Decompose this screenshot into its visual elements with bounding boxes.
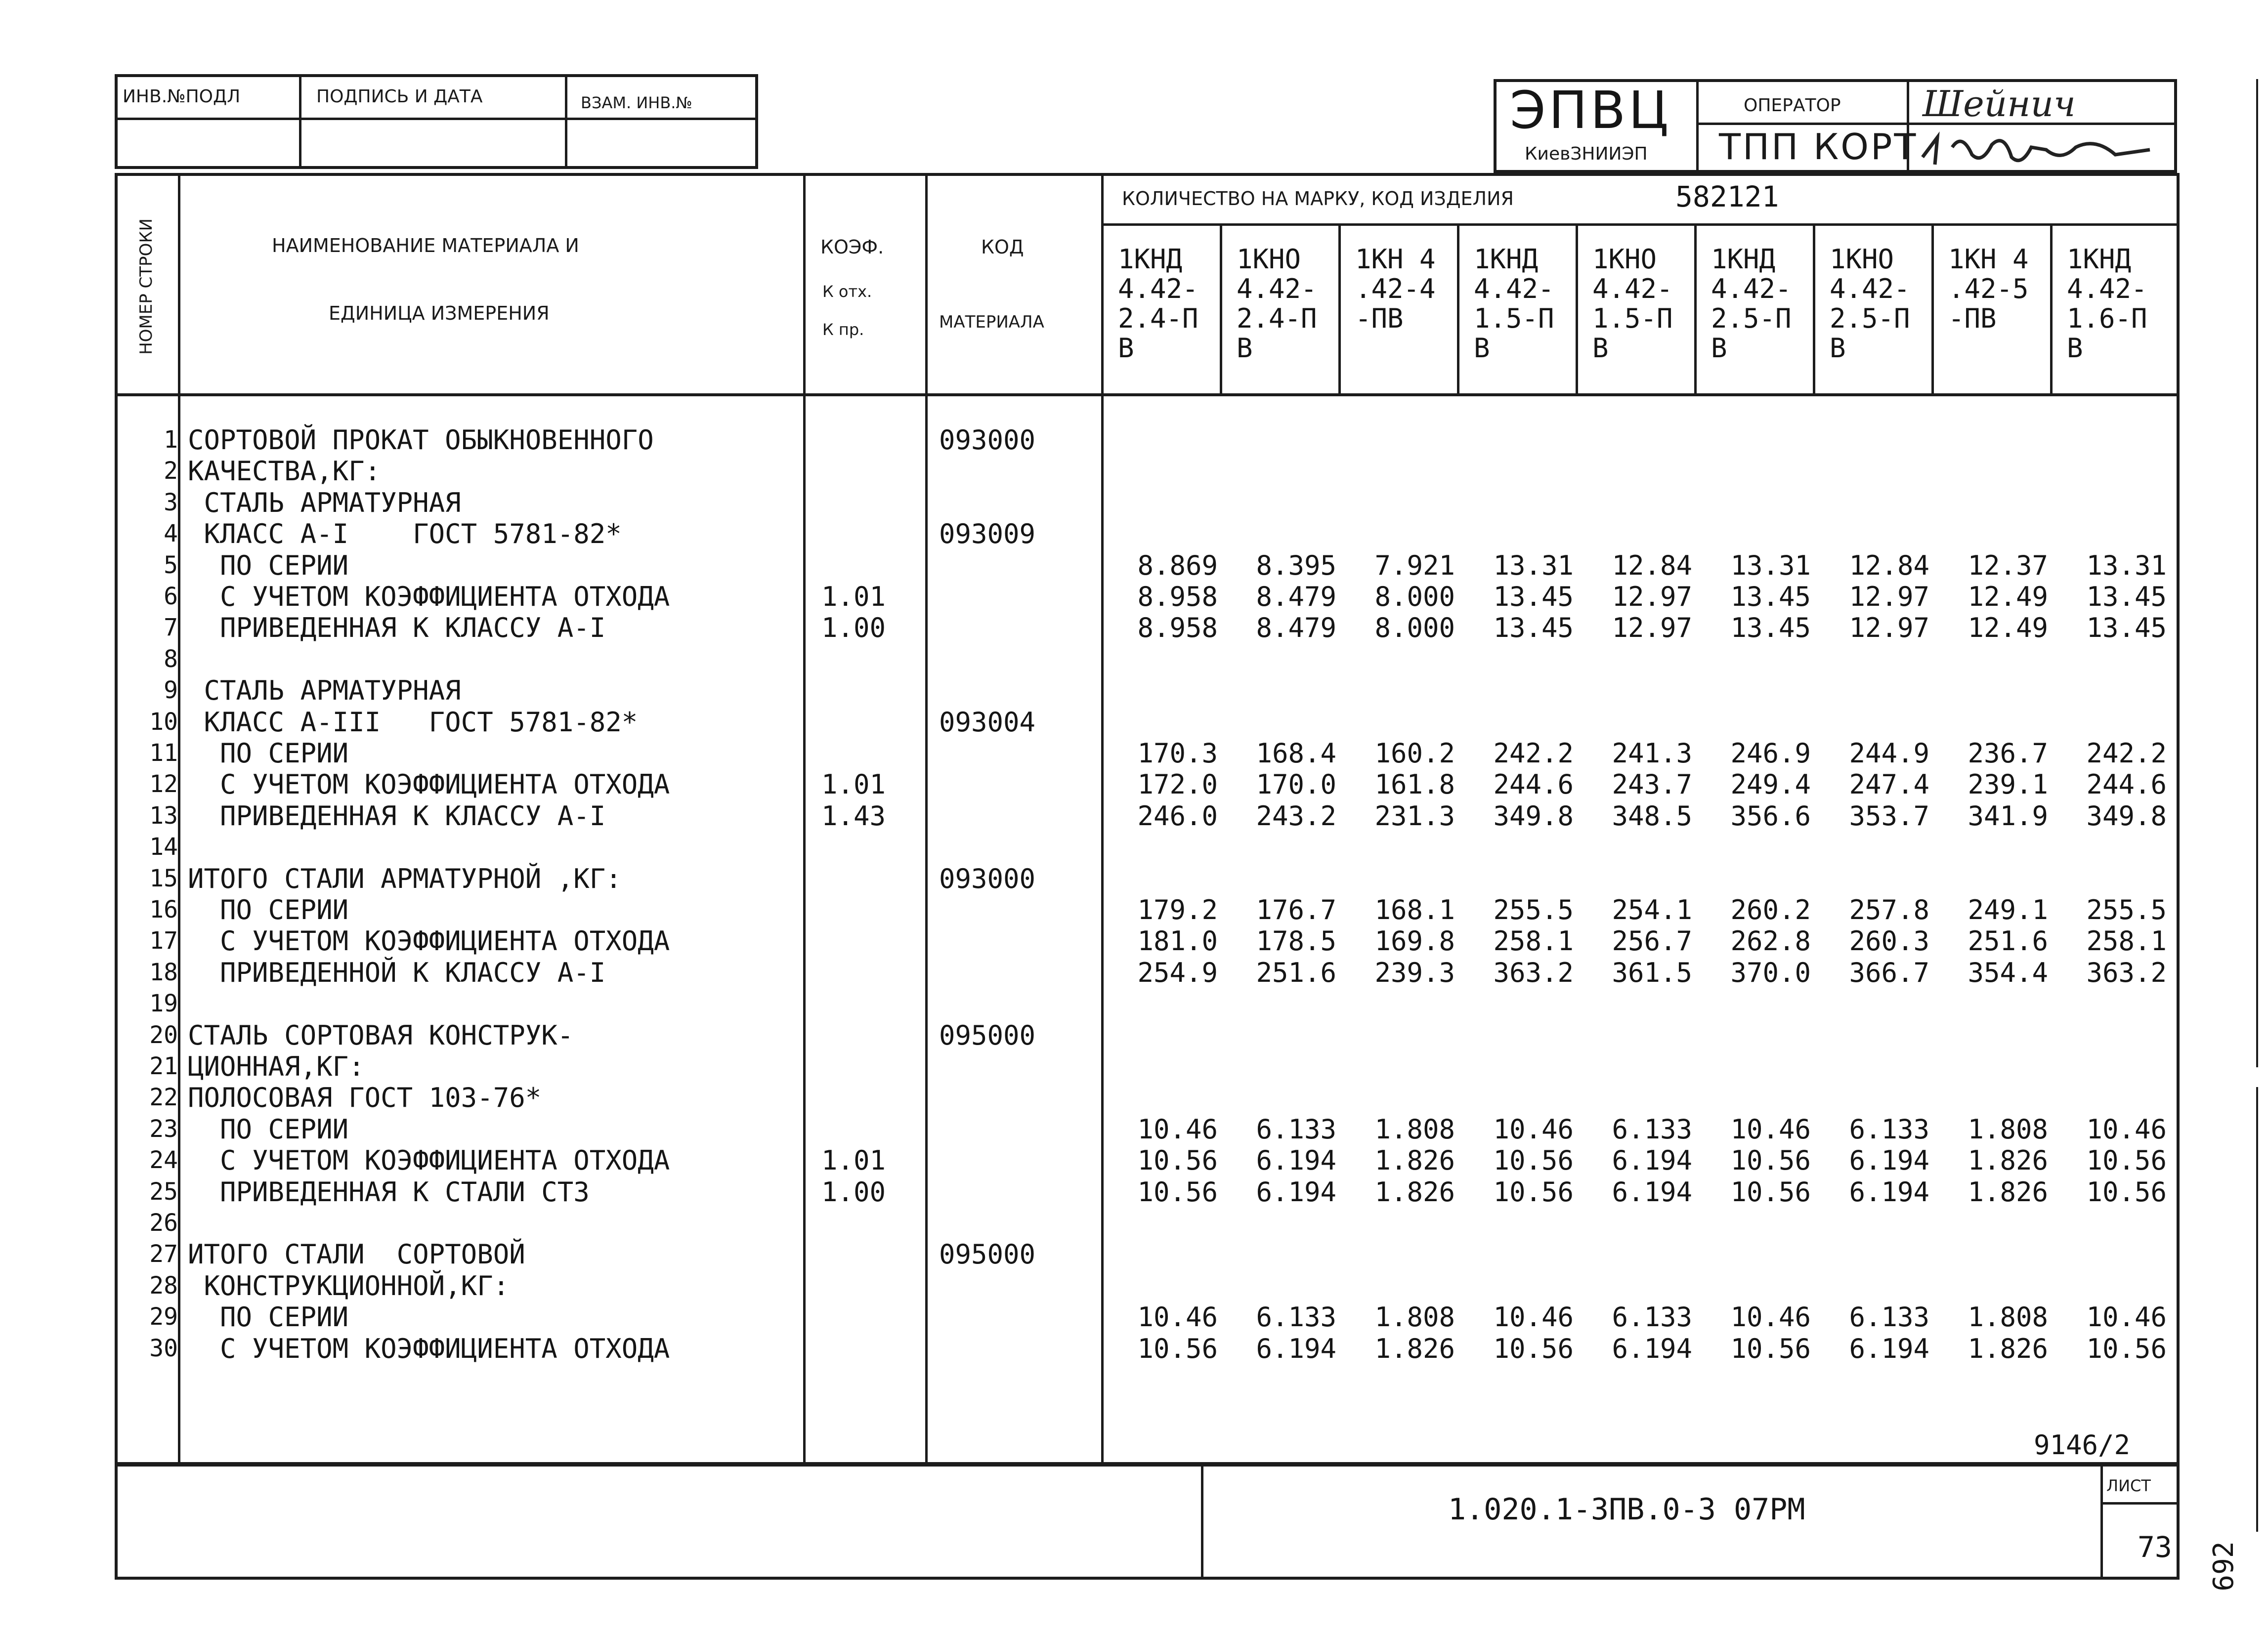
quantity-cell: 361.5 — [1612, 957, 1692, 988]
quantity-cell: 10.46 — [1493, 1301, 1574, 1333]
quantity-cell: 6.194 — [1256, 1145, 1336, 1176]
quantity-cell: 255.5 — [2086, 894, 2167, 925]
material-name: КАЧЕСТВА,КГ: — [188, 456, 381, 487]
column-header-4: 1КНД 4.42- 1.5-П В — [1474, 244, 1554, 364]
quantity-cell: 254.9 — [1137, 957, 1218, 988]
quantity-cell: 6.133 — [1612, 1113, 1692, 1145]
quantity-cell: 10.46 — [1493, 1113, 1574, 1145]
replace-inv-label: ВЗАМ. ИНВ.№ — [581, 93, 692, 112]
coefficient: 1.43 — [821, 800, 886, 832]
quantity-cell: 10.56 — [1137, 1176, 1218, 1208]
inv-no-label: ИНВ.№ПОДЛ — [123, 86, 241, 107]
table-row — [0, 863, 2268, 895]
quantity-cell: 10.56 — [1493, 1176, 1574, 1208]
operator-name: Шейнич — [1923, 83, 2076, 125]
quantity-cell: 8.958 — [1137, 612, 1218, 644]
quantity-cell: 366.7 — [1849, 957, 1929, 988]
sheet-label: ЛИСТ — [2106, 1476, 2151, 1495]
quantity-cell: 356.6 — [1730, 800, 1811, 832]
stamp-number: 9146/2 — [2034, 1429, 2131, 1461]
table-row — [0, 455, 2268, 487]
quantity-cell: 12.84 — [1849, 549, 1929, 581]
quantity-cell: 6.133 — [1612, 1301, 1692, 1333]
material-code: 093004 — [939, 706, 1036, 738]
quantity-cell: 239.1 — [1968, 769, 2048, 800]
quantity-cell: 348.5 — [1612, 800, 1692, 832]
quantity-cell: 260.3 — [1849, 925, 1929, 957]
quantity-cell: 260.2 — [1730, 894, 1811, 925]
quantity-cell: 12.97 — [1849, 612, 1929, 644]
quantity-cell: 179.2 — [1137, 894, 1218, 925]
quantity-cell: 10.56 — [1730, 1176, 1811, 1208]
table-row — [0, 1019, 2268, 1051]
material-name: ПРИВЕДЕННОЙ К КЛАССУ А-I — [188, 957, 606, 988]
quantity-cell: 8.479 — [1256, 581, 1336, 612]
row-number: 25 — [149, 1177, 178, 1206]
material-name: СТАЛЬ АРМАТУРНАЯ — [188, 675, 461, 707]
material-name: КОНСТРУКЦИОННОЙ,КГ: — [188, 1270, 510, 1301]
material-name: ПРИВЕДЕННАЯ К СТАЛИ СТ3 — [188, 1176, 590, 1208]
quantity-cell: 10.56 — [1730, 1145, 1811, 1176]
material-name: СТАЛЬ СОРТОВАЯ КОНСТРУК- — [188, 1019, 574, 1051]
table-row — [0, 1144, 2268, 1176]
row-number: 22 — [149, 1084, 178, 1112]
quantity-cell: 10.56 — [2086, 1145, 2167, 1176]
coef-header-line2: К отх. — [822, 282, 872, 301]
material-header-line1: НАИМЕНОВАНИЕ МАТЕРИАЛА И — [272, 235, 579, 256]
quantity-cell: 10.56 — [2086, 1176, 2167, 1208]
quantity-cell: 12.49 — [1968, 612, 2048, 644]
quantity-cell: 353.7 — [1849, 800, 1929, 832]
sign-date-label: ПОДПИСЬ И ДАТА — [316, 86, 483, 107]
table-row — [0, 1333, 2268, 1365]
quantity-cell: 1.826 — [1374, 1176, 1455, 1208]
coefficient: 1.01 — [821, 769, 886, 800]
material-name: ПОЛОСОВАЯ ГОСТ 103-76* — [188, 1082, 542, 1114]
row-number: 30 — [149, 1334, 178, 1362]
quantity-cell: 1.808 — [1968, 1301, 2048, 1333]
quantity-cell: 363.2 — [2086, 957, 2167, 988]
material-code: 095000 — [939, 1239, 1036, 1270]
material-name: ИТОГО СТАЛИ СОРТОВОЙ — [188, 1239, 525, 1270]
table-row — [0, 643, 2268, 675]
binding-mark — [2256, 1087, 2258, 1532]
row-number: 14 — [149, 833, 178, 861]
row-number: 13 — [149, 801, 178, 830]
material-code: 093000 — [939, 424, 1036, 456]
material-name: ПРИВЕДЕННАЯ К КЛАССУ А-I — [188, 800, 606, 832]
footer-stamp — [115, 1464, 2180, 1580]
material-name: СТАЛЬ АРМАТУРНАЯ — [188, 487, 461, 518]
material-name: КЛАСС А-I ГОСТ 5781-82* — [188, 518, 622, 550]
coefficient: 1.00 — [821, 612, 886, 644]
code-header-line2: МАТЕРИАЛА — [939, 312, 1044, 332]
table-row — [0, 894, 2268, 926]
quantity-cell: 8.395 — [1256, 549, 1336, 581]
row-number: 16 — [149, 896, 178, 923]
table-row — [0, 487, 2268, 519]
quantity-cell: 12.49 — [1968, 581, 2048, 612]
row-number: 3 — [164, 488, 178, 516]
row-number: 12 — [149, 770, 178, 798]
code-header-line1: КОД — [981, 236, 1024, 258]
quantity-cell: 258.1 — [2086, 925, 2167, 957]
row-number: 7 — [164, 614, 178, 642]
quantity-cell: 254.1 — [1612, 894, 1692, 925]
row-number: 2 — [164, 457, 178, 485]
coefficient: 1.01 — [821, 581, 886, 612]
operator-signature — [1918, 127, 2165, 172]
table-row — [0, 1207, 2268, 1239]
row-number: 10 — [149, 708, 178, 736]
row-number: 6 — [164, 583, 178, 610]
table-row — [0, 925, 2268, 957]
quantity-cell: 262.8 — [1730, 925, 1811, 957]
material-name: С УЧЕТОМ КОЭФФИЦИЕНТА ОТХОДА — [188, 925, 670, 957]
quantity-cell: 10.46 — [1730, 1113, 1811, 1145]
quantity-cell: 349.8 — [2086, 800, 2167, 832]
quantity-cell: 246.9 — [1730, 738, 1811, 769]
coefficient: 1.00 — [821, 1176, 886, 1208]
quantity-cell: 255.5 — [1493, 894, 1574, 925]
material-name: ЦИОННАЯ,КГ: — [188, 1051, 365, 1082]
document-code: 1.020.1-3ПВ.0-3 07РМ — [1448, 1492, 1805, 1527]
column-header-7: 1КНО 4.42- 2.5-П В — [1830, 244, 1910, 364]
row-number: 1 — [164, 426, 178, 454]
table-row — [0, 1050, 2268, 1083]
quantity-cell: 10.56 — [1730, 1333, 1811, 1364]
quantity-cell: 6.194 — [1256, 1176, 1336, 1208]
table-row — [0, 737, 2268, 769]
quantity-cell: 247.4 — [1849, 769, 1929, 800]
quantity-cell: 13.31 — [1493, 549, 1574, 581]
quantity-cell: 10.46 — [2086, 1113, 2167, 1145]
quantity-cell: 13.45 — [2086, 612, 2167, 644]
quantity-cell: 168.4 — [1256, 738, 1336, 769]
column-header-6: 1КНД 4.42- 2.5-П В — [1711, 244, 1792, 364]
quantity-cell: 13.45 — [1493, 581, 1574, 612]
table-row — [0, 612, 2268, 644]
material-name: С УЧЕТОМ КОЭФФИЦИЕНТА ОТХОДА — [188, 1145, 670, 1176]
material-name: С УЧЕТОМ КОЭФФИЦИЕНТА ОТХОДА — [188, 581, 670, 612]
material-name: ПО СЕРИИ — [188, 1113, 349, 1145]
quantity-cell: 10.46 — [1137, 1301, 1218, 1333]
quantity-cell: 1.826 — [1968, 1145, 2048, 1176]
binding-mark — [2256, 79, 2258, 1067]
quantity-cell: 243.7 — [1612, 769, 1692, 800]
quantity-cell: 176.7 — [1256, 894, 1336, 925]
table-row — [0, 518, 2268, 550]
quantity-cell: 13.45 — [1493, 612, 1574, 644]
quantity-cell: 6.194 — [1849, 1333, 1929, 1364]
row-number: 26 — [149, 1209, 178, 1237]
table-row — [0, 1113, 2268, 1145]
row-number-header: НОМЕР СТРОКИ — [136, 218, 156, 355]
row-number: 15 — [149, 864, 178, 892]
quantity-cell: 256.7 — [1612, 925, 1692, 957]
table-row — [0, 549, 2268, 582]
org-sub-label: КиевЗНИИЭП — [1525, 144, 1648, 164]
quantity-cell: 8.479 — [1256, 612, 1336, 644]
material-name: С УЧЕТОМ КОЭФФИЦИЕНТА ОТХОДА — [188, 1333, 670, 1364]
material-code: 095000 — [939, 1019, 1036, 1051]
quantity-cell: 242.2 — [1493, 738, 1574, 769]
material-code: 093000 — [939, 863, 1036, 894]
quantity-cell: 370.0 — [1730, 957, 1811, 988]
row-number: 19 — [149, 990, 178, 1018]
quantity-cell: 170.0 — [1256, 769, 1336, 800]
table-row — [0, 1176, 2268, 1208]
table-row — [0, 957, 2268, 989]
quantity-cell: 258.1 — [1493, 925, 1574, 957]
quantity-cell: 354.4 — [1968, 957, 2048, 988]
column-header-8: 1КН 4 .42-5 -ПВ — [1948, 244, 2029, 334]
quantity-cell: 1.826 — [1968, 1176, 2048, 1208]
quantity-cell: 8.000 — [1374, 612, 1455, 644]
row-number: 11 — [149, 739, 178, 767]
row-number: 20 — [149, 1021, 178, 1049]
quantity-cell: 6.194 — [1256, 1333, 1336, 1364]
qty-header-label: КОЛИЧЕСТВО НА МАРКУ, КОД ИЗДЕЛИЯ — [1122, 188, 1514, 210]
coef-header-line3: К пр. — [822, 320, 864, 339]
coefficient: 1.01 — [821, 1145, 886, 1176]
quantity-cell: 1.826 — [1968, 1333, 2048, 1364]
row-number: 5 — [164, 551, 178, 579]
quantity-cell: 10.56 — [2086, 1333, 2167, 1364]
quantity-cell: 239.3 — [1374, 957, 1455, 988]
material-name: ПРИВЕДЕННАЯ К КЛАССУ А-I — [188, 612, 606, 644]
quantity-cell: 231.3 — [1374, 800, 1455, 832]
material-name: ИТОГО СТАЛИ АРМАТУРНОЙ ,КГ: — [188, 863, 622, 894]
row-number: 28 — [149, 1271, 178, 1300]
quantity-cell: 7.921 — [1374, 549, 1455, 581]
quantity-cell: 257.8 — [1849, 894, 1929, 925]
quantity-cell: 6.194 — [1849, 1176, 1929, 1208]
row-number: 24 — [149, 1146, 178, 1175]
material-header-line2: ЕДИНИЦА ИЗМЕРЕНИЯ — [329, 302, 550, 324]
material-name: КЛАСС А-III ГОСТ 5781-82* — [188, 706, 638, 738]
row-number: 18 — [149, 958, 178, 986]
quantity-cell: 181.0 — [1137, 925, 1218, 957]
table-row — [0, 1270, 2268, 1302]
material-name: С УЧЕТОМ КОЭФФИЦИЕНТА ОТХОДА — [188, 769, 670, 800]
quantity-cell: 13.45 — [1730, 612, 1811, 644]
quantity-cell: 10.56 — [1137, 1145, 1218, 1176]
table-row — [0, 581, 2268, 613]
quantity-cell: 6.194 — [1612, 1176, 1692, 1208]
quantity-cell: 12.37 — [1968, 549, 2048, 581]
quantity-cell: 161.8 — [1374, 769, 1455, 800]
quantity-cell: 6.133 — [1849, 1113, 1929, 1145]
quantity-cell: 8.000 — [1374, 581, 1455, 612]
material-name: ПО СЕРИИ — [188, 1301, 349, 1333]
quantity-cell: 8.958 — [1137, 581, 1218, 612]
program-label: ТПП КОРТ — [1719, 126, 1918, 168]
quantity-cell: 160.2 — [1374, 738, 1455, 769]
row-number: 4 — [164, 520, 178, 548]
margin-number: 692 — [2208, 1541, 2240, 1592]
table-row — [0, 988, 2268, 1020]
sheet-number: 73 — [2138, 1530, 2172, 1564]
table-row — [0, 831, 2268, 863]
quantity-cell: 1.808 — [1968, 1113, 2048, 1145]
table-row — [0, 706, 2268, 738]
table-row — [0, 1238, 2268, 1270]
quantity-cell: 1.808 — [1374, 1301, 1455, 1333]
quantity-cell: 10.56 — [1493, 1145, 1574, 1176]
quantity-cell: 6.194 — [1849, 1145, 1929, 1176]
coef-header-line1: КОЭФ. — [820, 236, 884, 258]
quantity-cell: 12.84 — [1612, 549, 1692, 581]
quantity-cell: 244.6 — [1493, 769, 1574, 800]
row-number: 23 — [149, 1115, 178, 1143]
column-header-2: 1КНО 4.42- 2.4-П В — [1237, 244, 1317, 364]
quantity-cell: 170.3 — [1137, 738, 1218, 769]
quantity-cell: 236.7 — [1968, 738, 2048, 769]
quantity-cell: 6.194 — [1612, 1145, 1692, 1176]
row-number: 29 — [149, 1303, 178, 1331]
material-name: ПО СЕРИИ — [188, 894, 349, 925]
quantity-cell: 10.46 — [1137, 1113, 1218, 1145]
quantity-cell: 10.56 — [1137, 1333, 1218, 1364]
table-row — [0, 674, 2268, 707]
quantity-cell: 10.46 — [2086, 1301, 2167, 1333]
column-header-3: 1КН 4 .42-4 -ПВ — [1355, 244, 1436, 334]
quantity-cell: 6.133 — [1256, 1113, 1336, 1145]
quantity-cell: 13.45 — [1730, 581, 1811, 612]
quantity-cell: 243.2 — [1256, 800, 1336, 832]
column-header-5: 1КНО 4.42- 1.5-П В — [1592, 244, 1673, 364]
table-row — [0, 768, 2268, 800]
quantity-cell: 169.8 — [1374, 925, 1455, 957]
row-number: 8 — [164, 645, 178, 673]
table-row — [0, 800, 2268, 832]
quantity-cell: 1.808 — [1374, 1113, 1455, 1145]
material-name: ПО СЕРИИ — [188, 738, 349, 769]
quantity-cell: 10.46 — [1730, 1301, 1811, 1333]
row-number: 21 — [149, 1052, 178, 1080]
quantity-cell: 341.9 — [1968, 800, 2048, 832]
material-code: 093009 — [939, 518, 1036, 550]
quantity-cell: 249.4 — [1730, 769, 1811, 800]
quantity-cell: 241.3 — [1612, 738, 1692, 769]
quantity-cell: 249.1 — [1968, 894, 2048, 925]
quantity-cell: 12.97 — [1612, 612, 1692, 644]
quantity-cell: 1.826 — [1374, 1145, 1455, 1176]
row-number: 9 — [164, 676, 178, 705]
quantity-cell: 246.0 — [1137, 800, 1218, 832]
quantity-cell: 13.31 — [2086, 549, 2167, 581]
table-row — [0, 424, 2268, 456]
quantity-cell: 244.6 — [2086, 769, 2167, 800]
quantity-cell: 12.97 — [1612, 581, 1692, 612]
table-row — [0, 1301, 2268, 1333]
column-header-1: 1КНД 4.42- 2.4-П В — [1118, 244, 1198, 364]
column-header-9: 1КНД 4.42- 1.6-П В — [2067, 244, 2147, 364]
quantity-cell: 349.8 — [1493, 800, 1574, 832]
quantity-cell: 8.869 — [1137, 549, 1218, 581]
quantity-cell: 168.1 — [1374, 894, 1455, 925]
quantity-cell: 6.133 — [1256, 1301, 1336, 1333]
table-row — [0, 1082, 2268, 1114]
operator-label: ОПЕРАТОР — [1744, 95, 1841, 116]
quantity-cell: 12.97 — [1849, 581, 1929, 612]
quantity-cell: 178.5 — [1256, 925, 1336, 957]
quantity-cell: 6.133 — [1849, 1301, 1929, 1333]
quantity-cell: 242.2 — [2086, 738, 2167, 769]
quantity-cell: 1.826 — [1374, 1333, 1455, 1364]
quantity-cell: 244.9 — [1849, 738, 1929, 769]
quantity-cell: 172.0 — [1137, 769, 1218, 800]
org-logo — [1510, 80, 1683, 140]
material-name: СОРТОВОЙ ПРОКАТ ОБЫКНОВЕННОГО — [188, 424, 654, 456]
row-number: 17 — [149, 927, 178, 955]
quantity-cell: 13.31 — [1730, 549, 1811, 581]
quantity-cell: 251.6 — [1968, 925, 2048, 957]
product-code: 582121 — [1675, 180, 1779, 213]
org-main-label: ЭПВЦ — [1510, 80, 1671, 140]
quantity-cell: 363.2 — [1493, 957, 1574, 988]
quantity-cell: 251.6 — [1256, 957, 1336, 988]
quantity-cell: 6.194 — [1612, 1333, 1692, 1364]
quantity-cell: 13.45 — [2086, 581, 2167, 612]
quantity-cell: 10.56 — [1493, 1333, 1574, 1364]
row-number: 27 — [149, 1240, 178, 1268]
material-name: ПО СЕРИИ — [188, 549, 349, 581]
